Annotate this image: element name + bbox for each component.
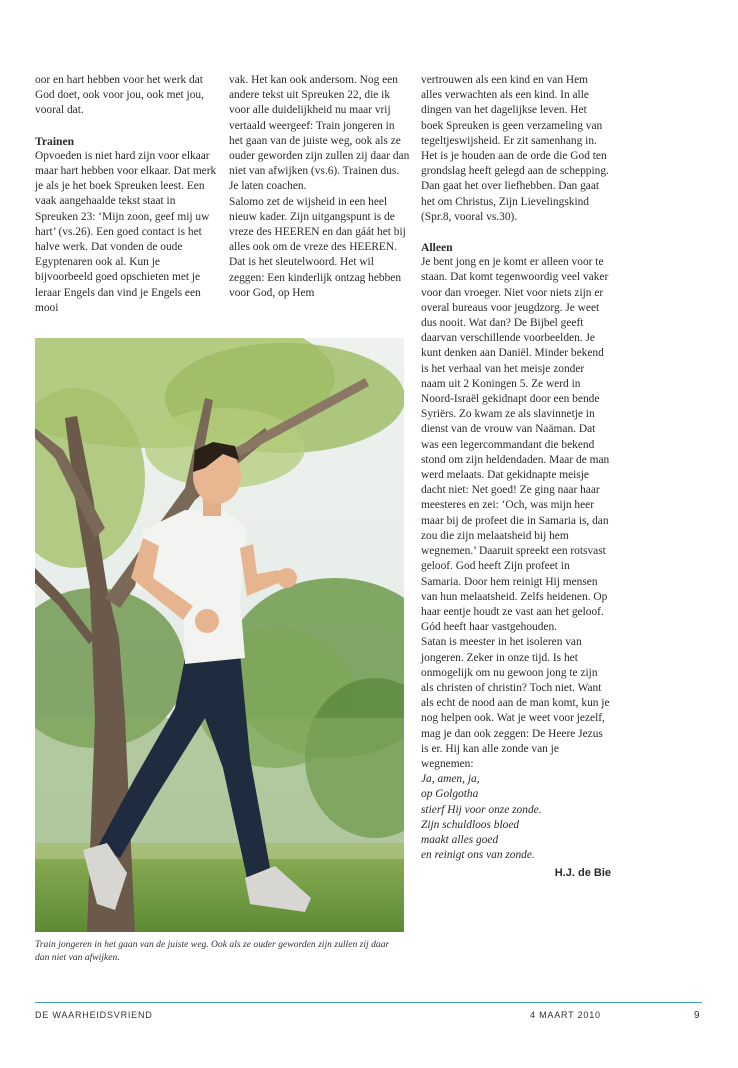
poem-line: Ja, amen, ja, — [421, 773, 480, 786]
column-1-body: Opvoeden is niet hard zijn voor elkaar maar hart hebben voor elkaar. Dat merk je als je het boek Spreuken leest. Een vaak aangehaalde tekst staat in Spreuken 23: ‘Mijn zoon, geef mij uw hart’ (vs.26). Een goed contact is het halve werk. Dat vonden de oude Egyptenaren ook al. Kun je bijvoorbeeld goed opschieten met je leraar Engels dan vind je Engels een mooi — [35, 149, 217, 314]
column-1-intro: oor en hart hebben voor het werk dat God doet, ook voor jou, ook met jou, vooral dat. — [35, 74, 204, 117]
heading-alleen: Alleen — [421, 241, 453, 255]
author-signature: H.J. de Bie — [554, 867, 611, 880]
poem-line: en reinigt ons van zonde. — [421, 849, 535, 862]
poem — [421, 772, 611, 863]
column-2-para-2: Salomo zet de wijsheid in een heel nieuw kader. Zijn uitgangspunt is de vreze des HEEREN en dan gáát het bij alles ook om de vreze des HEEREN. Dat is het sleutelwoord. Het wil zeggen: Een kinderlijk ontzag hebben voor God, op Hem — [229, 195, 406, 299]
column-2-para-1: vak. Het kan ook andersom. Nog een andere tekst uit Spreuken 22, die ik voor alle duidelijkheid nu maar vrij vertaald weergeef: Train jongeren in het gaan van de juiste weg, ook als ze ouder geworden zijn zullen zij daar dan niet van afwijken (vs.6). Trainen dus. Je laten coachen. — [229, 74, 410, 193]
footer-rule — [35, 1002, 702, 1003]
poem-line: op Golgotha — [421, 788, 479, 801]
column-3-para-3: Satan is meester in het isoleren van jongeren. Zeker in onze tijd. Is het onmogelijk om nu gewoon jong te zijn als christen of christin? Toch niet. Want als echt de nood aan de man komt, kun je nog helpen ook. Wat je weet voor jezelf, mag je dan ook zeggen: De Heere Jezus is er. Hij kan alle zonde van je wegnemen: — [421, 636, 610, 770]
photo-jogging-man — [35, 338, 404, 932]
heading-trainen: Trainen — [35, 134, 75, 148]
footer-magazine-name: DE WAARHEIDSVRIEND — [35, 1010, 153, 1020]
poem-line: maakt alles goed — [421, 833, 499, 846]
page-number: 9 — [694, 1010, 700, 1021]
photo-caption: Train jongeren in het gaan van de juiste weg. Ook als ze ouder geworden zijn zullen zij daar dan niet van afwijken. — [35, 939, 390, 963]
footer-date: 4 MAART 2010 — [530, 1010, 601, 1020]
column-3 — [421, 73, 611, 882]
poem-line: Zijn schuldloos bloed — [421, 818, 520, 831]
column-3-para-2: Je bent jong en je komt er alleen voor te staan. Dat komt tegenwoordig veel vaker voor dan vroeger. Niet voor niets zijn er overal bureaus voor jeugdzorg. Je weet dus nooit. Wat dan? De Bijbel geeft daarvan verschillende voorbeelden. Je kunt denken aan Daniël. Minder bekend is het verhaal van het meisje zonder naam uit 2 Koningen 5. Ze werd in Noord-Israël gekidnapt door een bende Syriërs. Zo kwam ze als slavinnetje in dienst van de vrouw van Naäman. Dat was een legercommandant die bekend stond om zijn heldendaden. Maar de man werd melaats. Dat gekidnapte meisje dacht niet: Net goed! Ze ging naar haar meesteres en zei: ‘Och, was mijn heer maar bij de profeet die in Samaria is, dan zou die zijn melaatsheid bij hem wegnemen.’ Daaruit spreekt een rotsvast geloof. God heeft Zijn profeet in Samaria. Door hem reinigt Hij mensen van hun melaatsheid. Zelfs heidenen. Op haar eentje houdt ze vast aan het geloof. Gód heeft haar vastgehouden. — [421, 256, 610, 634]
column-1 — [35, 73, 217, 316]
column-3-para-1: vertrouwen als een kind en van Hem alles verwachten als een kind. In alle dingen van het dagelijkse leven. Het boek Spreuken is geen verzameling van tegeltjeswijsheid. Er zit samenhang in. Het is je houden aan de orde die God ten grondslag heeft gelegd aan de schepping. Dan gaat het over liefhebben. Dan gaat het om Christus, Zijn Lievelingskind (Spr.8, vooral vs.30). — [421, 74, 609, 223]
poem-line: stierf Hij voor onze zonde. — [421, 803, 542, 816]
column-2 — [229, 73, 411, 301]
